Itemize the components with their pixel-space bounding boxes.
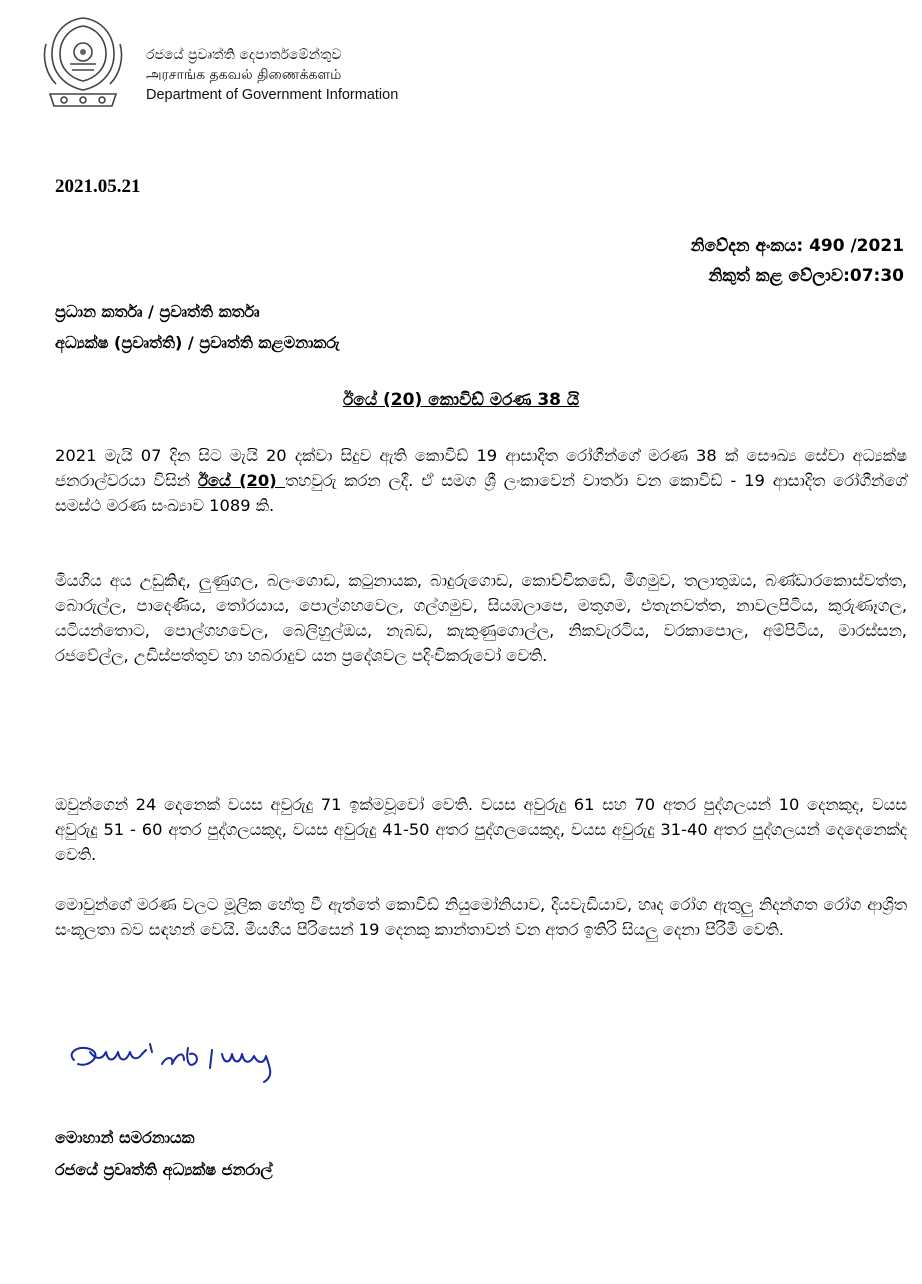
signer-name: මොහාන් සමරනායක (55, 1128, 195, 1147)
department-name-sinhala: රජයේ ප්‍රවෘත්ති දෙපාර්තමේන්තුව (146, 47, 342, 63)
headline-text: ඊයේ (20) කොවිඩ් මරණ 38 යි (342, 390, 580, 410)
paragraph-ages: ඔවුන්ගෙන් 24 දෙනෙක් වයස අවුරුදු 71 ඉක්මවූවෝ වෙති. වයස අවුරුදු 61 සහ 70 අතර පුද්ගලයන් 10 දෙනකුද, වයස අවුරුදු 51 - 60 අතර පුද්ගලයකුද, වයස අවුරුදු 41-50 අතර පුද්ගලයෙකුද, වයස අවුරුදු 31-40 අතර පුද්ගලයන් දෙදෙනෙක්ද වෙති. (55, 795, 907, 864)
headline (0, 390, 922, 410)
paragraph-text: තහවුරු කරන ලදී. ඒ සමග ශ්‍රී ලංකාවෙන් වාර්තා වන කොවිඩ් - 19 ආසාදිත රෝගීන්ගේ සමස්ථ මරණ සංඛ්‍යාව 1089 කි. (55, 471, 908, 515)
paragraph-deaths-summary (55, 443, 907, 518)
paragraph-causes: මොවුන්ගේ මරණ වලට මූලික හේතු වී ඇත්තේ කොවිඩ් නියුමෝනියාව, දියවැඩියාව, හෘද රෝග ඇතුලු නිදන්ගත රෝග ආශ්‍රිත සංකූලතා බව සඳහන් වෙයි. මියගිය පිරිසෙන් 19 දෙනකු කාන්තාවන් වන අතර ඉතිරි සියලු දෙනා පිරිමි වෙති. (55, 895, 907, 939)
emphasis-yesterday: ඊයේ (20) (197, 471, 286, 490)
release-date: 2021.05.21 (55, 176, 141, 197)
signature-image (62, 1038, 352, 1088)
government-emblem-logo (40, 14, 126, 110)
paragraph-text: 2021 මැයි 07 දින සිට මැයි 20 දක්වා සිදුව ඇති කොවිඩ් 19 ආසාදිත රෝගීන්ගේ මරණ 38 ක් සෞඛ්‍ය සේවා අධ්‍යක්ෂ ජනරාල්වරයා විසින් (55, 446, 907, 490)
department-name-english: Department of Government Information (146, 87, 399, 103)
issued-time: නිකුත් කළ වේලාව:07:30 (708, 266, 904, 286)
recipient-line: ප්‍රධාන කර්තෘ / ප්‍රවෘත්ති කර්තෘ (55, 302, 260, 321)
recipient-line: අධ්‍යක්ෂ (ප්‍රවෘත්ති) / ප්‍රවෘත්ති කළමනාකරු (55, 333, 340, 352)
notice-number: නිවේදන අංකය: 490 /2021 (690, 236, 904, 256)
paragraph-locations: මියගිය අය උඩුකිඳ, ලුණුගල, බලංගොඩ, කටුනායක, බාදුරුගොඩ, කොච්චිකඩේ, මීගමුව, තලාතුඔය, බණ්ඩාරකොස්වත්ත, බොරුල්ල, පාදෙණිය, තෝරයාය, පොල්ගහවෙල, ගල්ගමුව, සියඹලාපෙ, මතුගම, එතැනවත්ත, නාවලපිටිය, කුරුණෑගල, යටියන්තොට, පොල්ගහවෙල, බෙලිහුල්ඔය, නැබඩ, කැකුණුගොල්ල, නිකවැරටිය, වරකාපොල, අම්පිටිය, මාරස්සන, රජවේල්ල, උඩිස්පත්තුව හා හබරාදුව යන ප්‍රදේශවල පදිංචිකරුවෝ වෙති. (55, 571, 907, 665)
department-name-tamil: அரசாங்க தகவல் திணைக்களம் (146, 67, 342, 83)
signer-title: රජයේ ප්‍රවෘත්ති අධ්‍යක්ෂ ජනරාල් (55, 1160, 273, 1179)
